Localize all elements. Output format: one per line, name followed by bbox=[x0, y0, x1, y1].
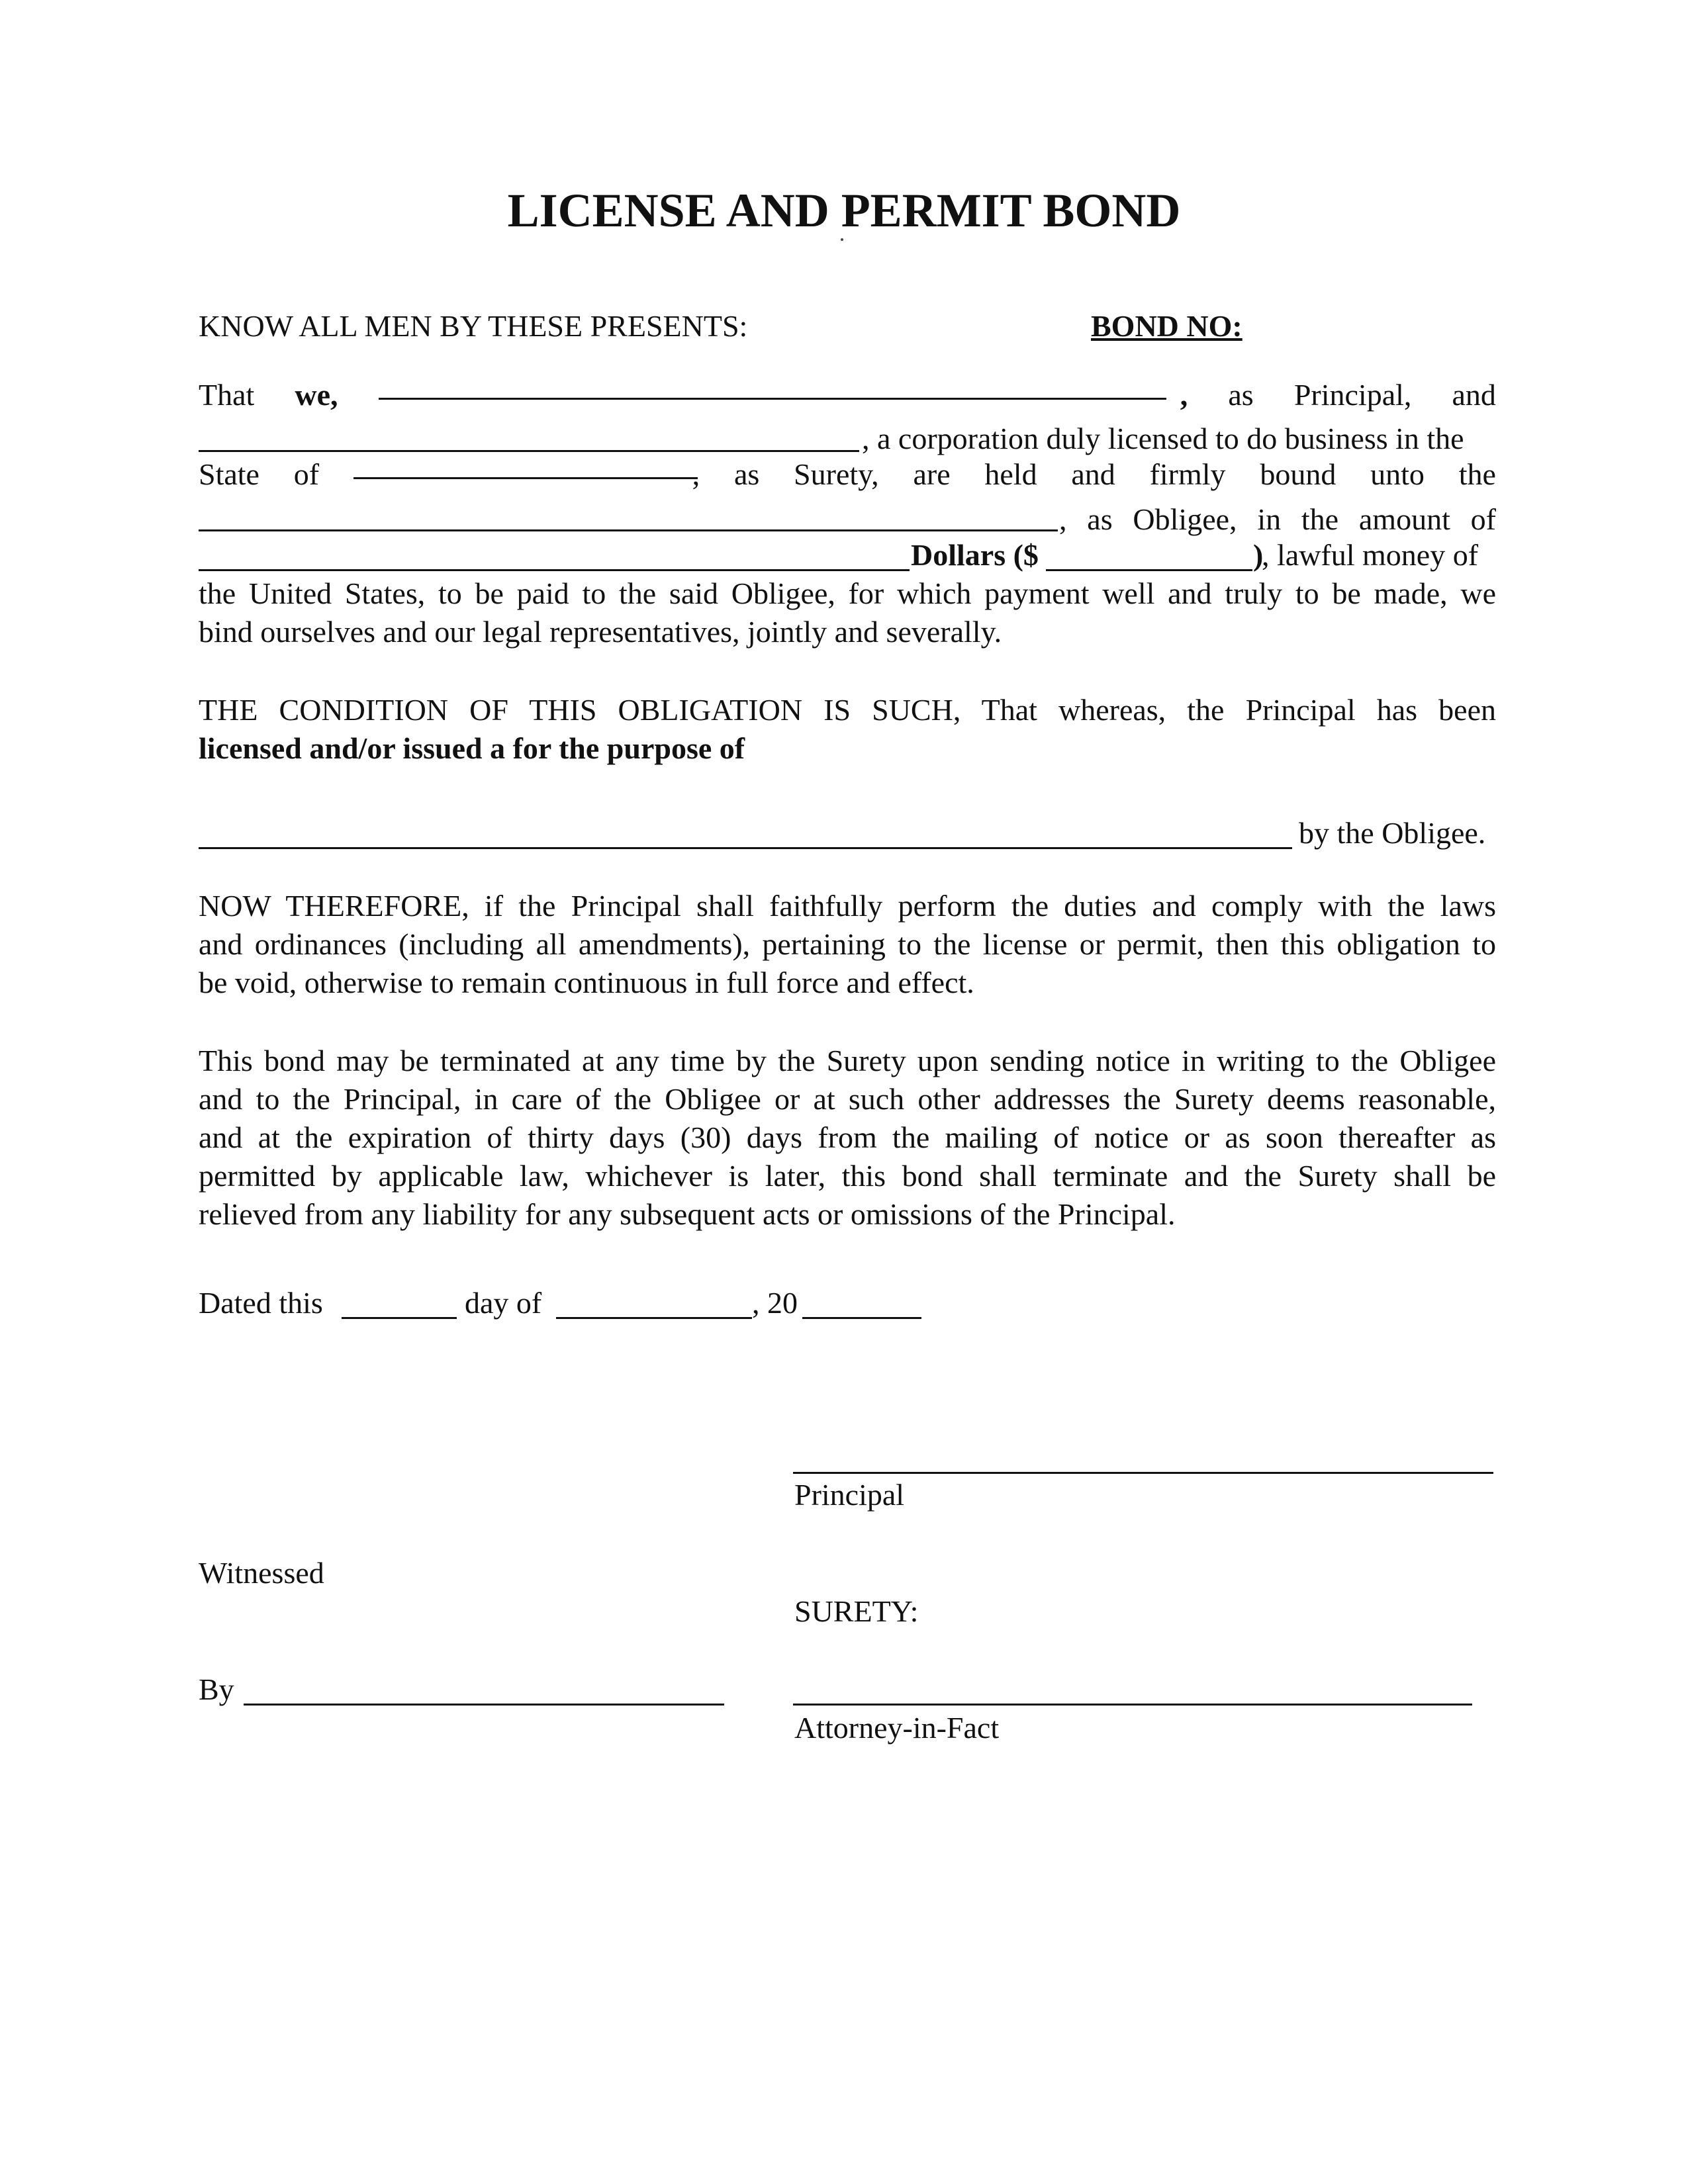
termination-line3: and at the expiration of thirty days (30) days from the mailing of notice or as soon thereafter as bbox=[199, 1120, 1496, 1154]
bond-number-label: BOND NO: bbox=[1091, 309, 1243, 343]
principal-label: Principal bbox=[794, 1478, 905, 1512]
dollars-label: Dollars ($ bbox=[911, 538, 1039, 572]
now-therefore-line2: and ordinances (including all amendments), pertaining to the license or permit, then this obligation to bbox=[199, 927, 1496, 961]
principal-surety-paragraph bbox=[199, 376, 1496, 414]
para1-line7: bind ourselves and our legal representatives, jointly and severally. bbox=[199, 615, 1002, 649]
purpose-blank[interactable] bbox=[199, 847, 1292, 849]
termination-line2: and to the Principal, in care of the Obligee or at such other addresses the Surety deems reasonable, bbox=[199, 1082, 1496, 1116]
obligee-amount-text: , as Obligee, in the amount of bbox=[1059, 502, 1496, 536]
day-of-label: day of bbox=[465, 1286, 542, 1320]
para1-line6: the United States, to be paid to the said Obligee, for which payment well and truly to be made, we bbox=[199, 576, 1496, 610]
month-blank[interactable] bbox=[556, 1317, 752, 1319]
principal-name-blank[interactable] bbox=[379, 398, 1166, 400]
corporation-text: , a corporation duly licensed to do business in the bbox=[862, 422, 1464, 455]
by-the-obligee-text: by the Obligee. bbox=[1299, 816, 1486, 850]
amount-figure-blank[interactable] bbox=[1046, 569, 1252, 571]
lawful-money-text: , lawful money of bbox=[1262, 538, 1479, 572]
know-all-men-heading: KNOW ALL MEN BY THESE PRESENTS: bbox=[199, 309, 748, 343]
year-blank[interactable] bbox=[802, 1317, 921, 1319]
year-prefix-label: , 20 bbox=[752, 1286, 798, 1320]
attorney-in-fact-label: Attorney-in-Fact bbox=[794, 1711, 1000, 1745]
para1-line3: State of , as Surety, are held and firmly bound unto the bbox=[199, 457, 1496, 491]
dated-this-label: Dated this bbox=[199, 1286, 323, 1320]
condition-line1: THE CONDITION OF THIS OBLIGATION IS SUCH, That whereas, the Principal has been bbox=[199, 693, 1496, 727]
para1-line1: That we, , as Principal, and bbox=[199, 378, 1496, 412]
condition-line2: licensed and/or issued a for the purpose of bbox=[199, 731, 745, 765]
termination-line5: relieved from any liability for any subsequent acts or omissions of the Principal. bbox=[199, 1197, 1176, 1231]
state-blank[interactable] bbox=[353, 477, 698, 479]
termination-line4: permitted by applicable law, whichever is later, this bond shall terminate and the Surety shall be bbox=[199, 1159, 1496, 1193]
amount-words-blank[interactable] bbox=[199, 569, 910, 571]
surety-name-blank[interactable] bbox=[199, 450, 859, 452]
now-therefore-line3: be void, otherwise to remain continuous in full force and effect. bbox=[199, 966, 974, 999]
day-blank[interactable] bbox=[342, 1317, 457, 1319]
attorney-signature-line[interactable] bbox=[793, 1704, 1472, 1706]
witnessed-label: Witnessed bbox=[199, 1556, 324, 1590]
surety-label: SURETY: bbox=[794, 1594, 919, 1628]
document-title: LICENSE AND PERMIT BOND bbox=[507, 184, 1181, 237]
witness-signature-line[interactable] bbox=[244, 1704, 724, 1706]
stray-dot bbox=[841, 238, 843, 241]
now-therefore-line1: NOW THEREFORE, if the Principal shall faithfully perform the duties and comply with the laws bbox=[199, 889, 1496, 923]
termination-line1: This bond may be terminated at any time by the Surety upon sending notice in writing to the Obligee bbox=[199, 1044, 1496, 1077]
obligee-name-blank[interactable] bbox=[199, 529, 1058, 531]
dollars-close: ) bbox=[1253, 538, 1264, 572]
principal-signature-line[interactable] bbox=[793, 1472, 1493, 1474]
by-label: By bbox=[199, 1672, 234, 1706]
